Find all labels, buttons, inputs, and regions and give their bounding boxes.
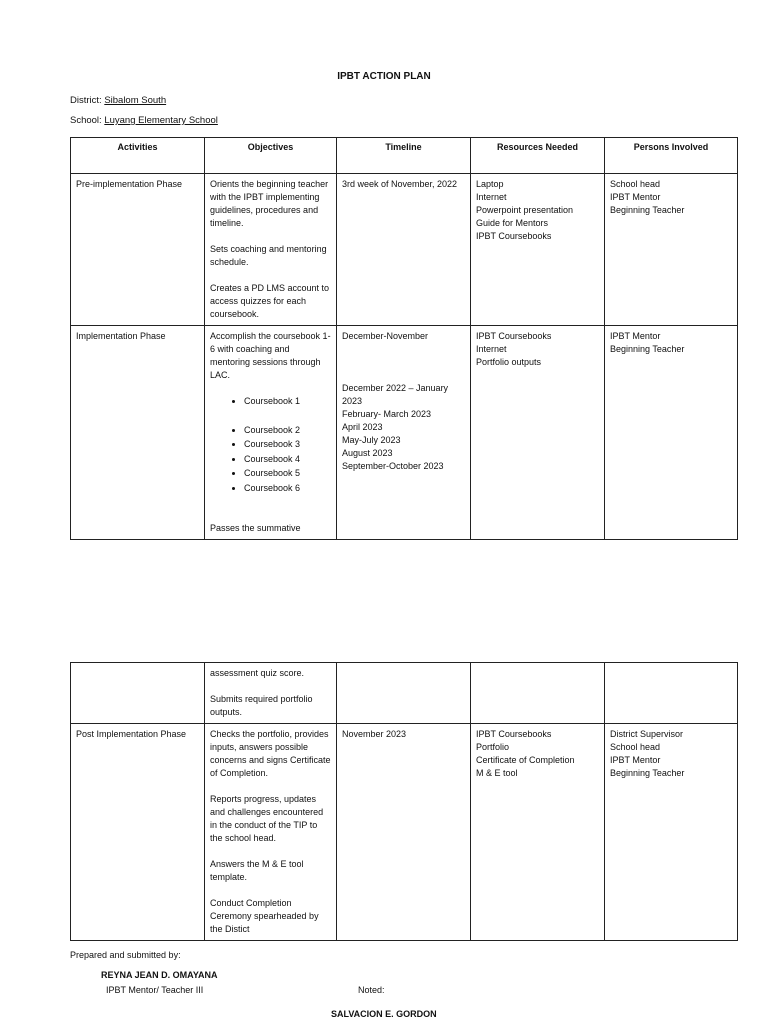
resource-item: IPBT Coursebooks — [476, 231, 552, 241]
prepared-by-label: Prepared and submitted by: — [70, 950, 181, 960]
resource-item: Certificate of Completion — [476, 755, 575, 765]
timeline-item: April 2023 — [342, 422, 383, 432]
district-label: District: — [70, 95, 105, 106]
cell-resources — [471, 663, 605, 724]
table-row-implementation — [71, 326, 738, 540]
preparer-name: REYNA JEAN D. OMAYANA — [101, 970, 218, 980]
list-item: • Coursebook 6 — [244, 481, 331, 496]
school-label: School: — [70, 115, 105, 126]
resource-item: Powerpoint presentation — [476, 205, 574, 215]
action-plan-table-part2 — [70, 662, 738, 941]
cell-persons — [605, 663, 738, 724]
cell-activity: Post Implementation Phase — [71, 724, 205, 941]
timeline-item: December 2022 – January 2023 — [342, 383, 449, 406]
objective-text: Orients the beginning teacher with the IPBT implementing guidelines, procedures and timeline. — [210, 179, 329, 228]
cell-objectives — [205, 174, 337, 326]
resource-item: IPBT Coursebooks — [476, 729, 552, 739]
noted-label: Noted: — [358, 985, 385, 995]
cell-persons — [605, 326, 738, 540]
school-value: Luyang Elementary School — [104, 115, 218, 126]
noted-name: SALVACION E. GORDON — [331, 1009, 437, 1019]
person-item: Beginning Teacher — [610, 768, 685, 778]
cell-timeline — [337, 326, 471, 540]
resource-item: Internet — [476, 344, 507, 354]
action-plan-table-part1 — [70, 137, 738, 540]
timeline-item: February- March 2023 — [342, 409, 432, 419]
document-title: IPBT ACTION PLAN — [337, 71, 431, 82]
table-header-row — [71, 138, 738, 174]
coursebook-list — [210, 394, 331, 495]
list-item: • Coursebook 1 — [244, 394, 331, 409]
timeline-item: September-October 2023 — [342, 461, 444, 471]
cell-timeline: 3rd week of November, 2022 — [337, 174, 471, 326]
cell-activity: Pre-implementation Phase — [71, 174, 205, 326]
objective-text: Checks the portfolio, provides inputs, answers possible concerns and signs Certificate of Completion. — [210, 729, 331, 778]
resource-item: Guide for Mentors — [476, 218, 549, 228]
timeline-item: August 2023 — [342, 448, 393, 458]
school-line — [70, 115, 218, 126]
resource-item: Portfolio — [476, 742, 510, 752]
cell-objectives — [205, 326, 337, 540]
resource-item: Laptop — [476, 179, 504, 189]
header-objectives: Objectives — [205, 138, 337, 174]
person-item: District Supervisor — [610, 729, 684, 739]
person-item: Beginning Teacher — [610, 344, 685, 354]
cell-resources — [471, 174, 605, 326]
objective-text: Sets coaching and mentoring schedule. — [210, 244, 327, 267]
list-item: • Coursebook 3 — [244, 437, 331, 452]
preparer-role: IPBT Mentor/ Teacher III — [106, 985, 204, 995]
table-row-implementation-continued — [71, 663, 738, 724]
resource-item: IPBT Coursebooks — [476, 331, 552, 341]
district-line — [70, 95, 166, 106]
header-resources: Resources Needed — [471, 138, 605, 174]
person-item: Beginning Teacher — [610, 205, 685, 215]
person-item: School head — [610, 742, 661, 752]
resource-item: M & E tool — [476, 768, 518, 778]
objective-text: Creates a PD LMS account to access quizzes for each coursebook. — [210, 283, 330, 319]
cell-activity: Implementation Phase — [71, 326, 205, 540]
objective-text: Reports progress, updates and challenges encountered in the conduct of the TIP to the school head. — [210, 794, 324, 843]
objective-text: Submits required portfolio outputs. — [210, 694, 313, 717]
objective-text: Conduct Completion Ceremony spearheaded by the Distict — [210, 898, 319, 934]
table-row-pre-implementation — [71, 174, 738, 326]
list-item: • Coursebook 5 — [244, 466, 331, 481]
objective-text: assessment quiz score. — [210, 668, 305, 678]
list-item: • Coursebook 2 — [244, 423, 331, 438]
resource-item: Internet — [476, 192, 507, 202]
cell-persons — [605, 174, 738, 326]
district-value: Sibalom South — [104, 95, 167, 106]
objective-text: Passes the summative — [210, 523, 301, 533]
header-persons: Persons Involved — [605, 138, 738, 174]
cell-timeline: November 2023 — [337, 724, 471, 941]
person-item: School head — [610, 179, 661, 189]
cell-timeline — [337, 663, 471, 724]
cell-objectives — [205, 663, 337, 724]
cell-persons — [605, 724, 738, 941]
objective-text: Accomplish the coursebook 1-6 with coaching and mentoring sessions through LAC. — [210, 331, 331, 380]
person-item: IPBT Mentor — [610, 192, 661, 202]
timeline-item: May-July 2023 — [342, 435, 401, 445]
objective-text: Answers the M & E tool template. — [210, 859, 304, 882]
cell-objectives — [205, 724, 337, 941]
table-row-post-implementation — [71, 724, 738, 941]
cell-activity — [71, 663, 205, 724]
list-item: • Coursebook 4 — [244, 452, 331, 467]
person-item: IPBT Mentor — [610, 331, 661, 341]
resource-item: Portfolio outputs — [476, 357, 542, 367]
header-timeline: Timeline — [337, 138, 471, 174]
cell-resources — [471, 326, 605, 540]
header-activities: Activities — [71, 138, 205, 174]
timeline-main: December-November — [342, 331, 429, 341]
person-item: IPBT Mentor — [610, 755, 661, 765]
cell-resources — [471, 724, 605, 941]
